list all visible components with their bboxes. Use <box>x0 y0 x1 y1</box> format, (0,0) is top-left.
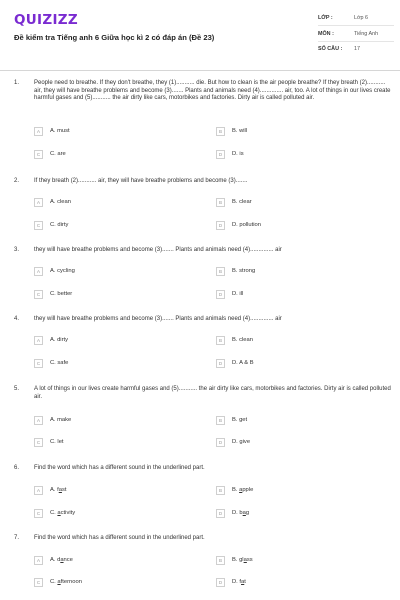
option-text: C. dirty <box>50 222 69 228</box>
option-text-prefix: A. d <box>50 557 61 563</box>
option-letter-box: A <box>34 267 43 276</box>
quizizz-logo: QUIZIZZ <box>14 12 78 28</box>
option-text-prefix: B. gl <box>232 557 244 563</box>
option-letter-box: A <box>34 198 43 207</box>
question-text: Find the word which has a different sound in the underlined part. <box>34 535 205 541</box>
option-text: D. is <box>232 151 244 157</box>
option-letter-box: B <box>216 416 225 425</box>
option-text: C. better <box>50 291 73 297</box>
underlined-letter: a <box>57 579 61 585</box>
question-text: If they breath (2)........... air, they will have breathe problems and become (3)....... <box>34 178 248 184</box>
option-text: A. clean <box>50 199 71 205</box>
option-text: B. will <box>232 128 248 134</box>
option-text <box>232 579 246 585</box>
option-text-suffix: fternoon <box>60 579 82 585</box>
question-number: 5. <box>14 386 20 392</box>
option-letter-box: A <box>34 127 43 136</box>
option-letter-box: B <box>216 336 225 345</box>
option-text: A. cycling <box>50 268 75 274</box>
question-number: 7. <box>14 535 20 541</box>
meta-count <box>318 46 398 56</box>
option-letter-box: D <box>216 359 225 368</box>
question-text: Find the word which has a different sound in the underlined part. <box>34 465 205 471</box>
option-text-prefix: B. <box>232 487 240 493</box>
option-letter-box: C <box>34 359 43 368</box>
meta-grade-label: LỚP : <box>318 15 333 21</box>
question-number: 4. <box>14 316 20 322</box>
option-text-prefix: A. f <box>50 487 59 493</box>
worksheet-title: Đề kiểm tra Tiếng anh 6 Giữa học kì 2 có đáp án (Đề 23) <box>14 33 215 42</box>
option-text: A. must <box>50 128 70 134</box>
option-text: D. pollution <box>232 222 262 228</box>
option-letter-box: A <box>34 416 43 425</box>
option-letter-box: D <box>216 438 225 447</box>
worksheet-header <box>0 0 400 70</box>
option-text <box>50 557 73 563</box>
option-text: C. safe <box>50 360 69 366</box>
underlined-letter: a <box>58 487 62 493</box>
option-letter-box: C <box>34 509 43 518</box>
option-letter-box: C <box>34 578 43 587</box>
option-letter-box: B <box>216 267 225 276</box>
option-text-suffix: nce <box>63 557 73 563</box>
meta-divider <box>318 25 394 26</box>
option-letter-box: C <box>34 221 43 230</box>
option-text <box>232 557 253 563</box>
underlined-letter: a <box>60 557 64 563</box>
question-text: they will have breathe problems and become (3)....... Plants and animals need (4).............. air <box>34 247 282 253</box>
underlined-letter: a <box>239 487 243 493</box>
option-letter-box: D <box>216 221 225 230</box>
option-text-suffix: g <box>245 510 250 516</box>
option-letter-box: C <box>34 438 43 447</box>
option-text: A. dirty <box>50 337 69 343</box>
option-text: B. clear <box>232 199 252 205</box>
option-letter-box: A <box>34 336 43 345</box>
option-letter-box: B <box>216 556 225 565</box>
option-text: A. make <box>50 417 72 423</box>
option-text: D. A & B <box>232 360 254 366</box>
option-text: C. let <box>50 439 64 445</box>
option-letter-box: A <box>34 556 43 565</box>
option-text-prefix: D. f <box>232 579 242 585</box>
question-number: 3. <box>14 247 20 253</box>
question-text: they will have breathe problems and become (3)....... Plants and animals need (4).............. air <box>34 316 282 322</box>
option-text: D. ill <box>232 291 244 297</box>
option-text: B. strong <box>232 268 256 274</box>
option-text-suffix: st <box>61 487 67 493</box>
option-text-prefix: C. <box>50 510 58 516</box>
option-text: C. are <box>50 151 66 157</box>
option-text-prefix: C. <box>50 579 58 585</box>
meta-grade-value: Lớp 6 <box>354 15 369 21</box>
option-letter-box: D <box>216 578 225 587</box>
underlined-letter: a <box>242 510 246 516</box>
question-number: 6. <box>14 465 20 471</box>
option-text-suffix: ss <box>246 557 253 563</box>
option-letter-box: B <box>216 127 225 136</box>
option-text-prefix: D. b <box>232 510 243 516</box>
meta-count-value: 17 <box>354 46 360 52</box>
header-divider <box>0 70 400 71</box>
option-letter-box: B <box>216 198 225 207</box>
question-text: A lot of things in our lives create harmful gases and (5)........... the air dirty like cars, motorbikes and factories. Dirty air is called polluted air. <box>34 386 391 400</box>
meta-subject <box>318 31 398 41</box>
option-letter-box: C <box>34 290 43 299</box>
meta-subject-value: Tiếng Anh <box>354 31 379 37</box>
option-text <box>232 510 249 516</box>
option-letter-box: A <box>34 486 43 495</box>
meta-grade <box>318 15 398 25</box>
meta-subject-label: MÔN : <box>318 31 334 37</box>
option-text: D. give <box>232 439 251 445</box>
meta-divider <box>318 41 394 42</box>
option-text: B. clean <box>232 337 253 343</box>
underlined-letter: a <box>57 510 61 516</box>
option-letter-box: D <box>216 509 225 518</box>
underlined-letter: a <box>243 557 247 563</box>
underlined-letter: a <box>241 579 245 585</box>
option-text <box>50 510 75 516</box>
option-text-suffix: ctivity <box>60 510 76 516</box>
option-letter-box: C <box>34 150 43 159</box>
option-letter-box: D <box>216 150 225 159</box>
option-text <box>232 487 253 493</box>
option-text-suffix: t <box>244 579 246 585</box>
question-number: 1. <box>14 80 20 86</box>
option-text-suffix: pple <box>242 487 254 493</box>
option-text <box>50 579 82 585</box>
option-text <box>50 487 66 493</box>
option-text: B. get <box>232 417 248 423</box>
option-letter-box: D <box>216 290 225 299</box>
question-text: People need to breathe. If they don't breathe, they (1)........... die. But how to clean is the air people breathe? If they breath (2)........... air, they will have breathe problems and become (3)....... Plants and animals need (4).............. air, too. A lot of things in our lives create harmful gases and (5)........... the air dirty like cars, motorbikes and factories. Dirty air is called polluted air. <box>34 80 391 102</box>
meta-count-label: SỐ CÂU : <box>318 46 343 52</box>
option-letter-box: B <box>216 486 225 495</box>
question-number: 2. <box>14 178 20 184</box>
